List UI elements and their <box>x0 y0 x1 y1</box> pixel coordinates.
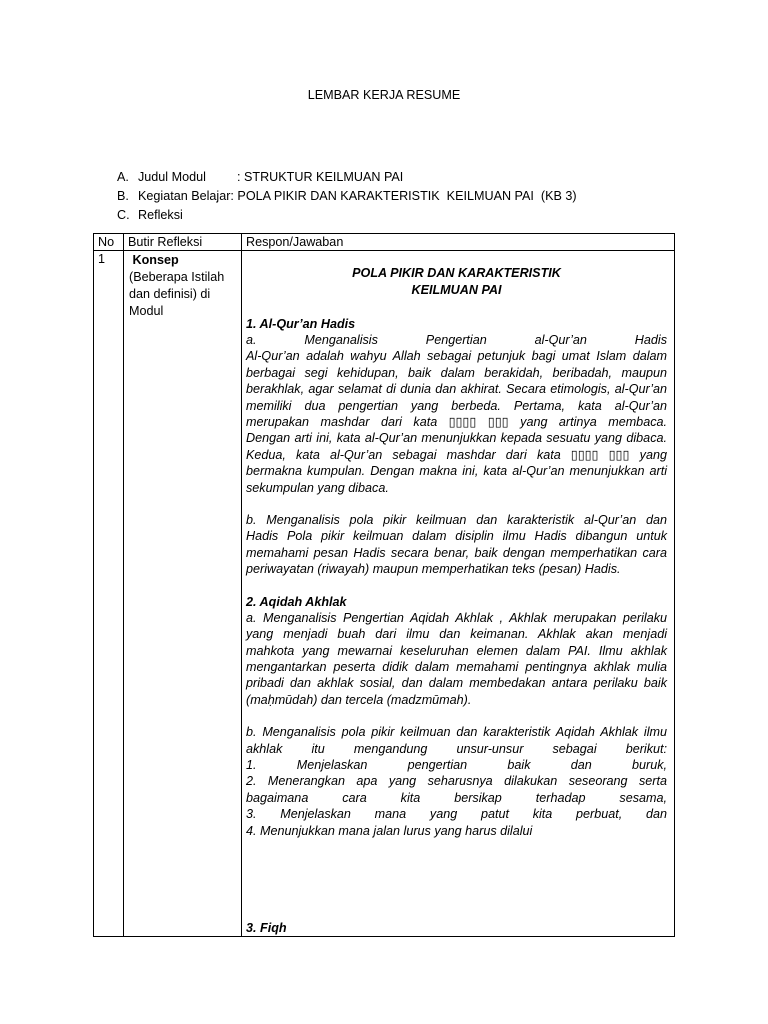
module-title-row <box>117 168 577 187</box>
text-line: mengantarkan peserta didik dalam memahami pentingnya akhlak mulia <box>246 659 667 674</box>
list-marker: C. <box>117 208 130 222</box>
row-number: 1 <box>94 251 124 937</box>
text-line: berbagai segi kehidupan, baik dalam berakidah, beribadah, maupun <box>246 365 667 380</box>
reflection-table <box>93 233 675 937</box>
module-info <box>117 168 577 225</box>
butir-line: dan definisi) di <box>129 287 211 301</box>
text-line: berakhlak, agar selamat di dunia dan akhirat. Secara etimologis, al-Qur’an <box>246 382 667 397</box>
text-line: 4. Menunjukkan mana jalan lurus yang harus dilalui <box>246 823 533 838</box>
table-header-row <box>94 234 675 251</box>
reflection-label: Refleksi <box>138 208 183 222</box>
learning-activity-label: Kegiatan Belajar: <box>138 189 234 203</box>
header-butir-refleksi: Butir Refleksi <box>124 234 242 251</box>
page-title: LEMBAR KERJA RESUME <box>307 88 461 102</box>
list-marker: B. <box>117 189 129 203</box>
text-line: Hadis Pola pikir keilmuan dalam disiplin ilmu Hadis dibangun untuk <box>246 529 667 544</box>
text-line: akhlak itu mengandung unsur-unsur sebagai berikut: <box>246 741 667 756</box>
text-line: b. Menganalisis pola pikir keilmuan dan karakteristik Aqidah Akhlak ilmu <box>246 725 667 740</box>
header-respon-jawaban: Respon/Jawaban <box>242 234 675 251</box>
butir-line: Konsep <box>129 253 179 267</box>
paragraph-aqidah-definition <box>246 610 667 708</box>
list-marker: A. <box>117 170 129 184</box>
butir-line: Modul <box>129 304 164 318</box>
text-line: (maḥmūdah) dan tercela (madzmūmah). <box>246 692 472 707</box>
text-line: Kedua, kata al-Qur’an sebagai mashdar dari kata ▯▯▯▯ ▯▯▯ yang <box>246 447 667 462</box>
text-line: bermakna kumpulan. Dengan makna ini, kata al-Qur’an menunjukkan arti <box>246 464 667 479</box>
module-title-value: : STRUKTUR KEILMUAN PAI <box>237 170 404 184</box>
butir-cell <box>124 251 242 937</box>
text-line: 2. Menerangkan apa yang seharusnya dilakukan seseorang serta <box>246 774 667 789</box>
text-line: 3. Menjelaskan mana yang patut kita perbuat, dan <box>246 807 667 822</box>
learning-activity-row <box>117 187 577 206</box>
text-line: a. Menganalisis Pengertian al-Qur’an Hadis <box>246 333 667 347</box>
text-line: sekumpulan yang dibaca. <box>246 480 389 495</box>
heading-aqidah-akhlak: 2. Aqidah Akhlak <box>246 594 347 609</box>
section-title-line: POLA PIKIR DAN KARAKTERISTIK <box>352 266 561 280</box>
text-line: 1. Menjelaskan pengertian baik dan buruk, <box>246 757 667 772</box>
learning-activity-value: POLA PIKIR DAN KARAKTERISTIK KEILMUAN PAI (KB 3) <box>233 189 577 203</box>
paragraph-al-quran-definition <box>246 332 667 496</box>
text-line: yang menjadi buah dari ilmu dan keimanan. Akhlak akan menjadi <box>246 627 667 642</box>
text-line: mahkota yang mewarnai keseluruhan elemen dalam PAI. Ilmu akhlak <box>246 643 667 658</box>
paragraph-al-quran-pola-pikir <box>246 512 667 578</box>
module-title-label: Judul Modul <box>138 170 206 184</box>
response-cell <box>242 251 675 937</box>
heading-al-quran-hadis: 1. Al-Qur’an Hadis <box>246 317 356 331</box>
text-line: bagaimana cara kita bersikap terhadap sesama, <box>246 790 667 805</box>
text-line: merupakan mashdar dari kata ▯▯▯▯ ▯▯▯ yang artinya membaca. <box>246 415 667 430</box>
text-line: a. Menganalisis Pengertian Aqidah Akhlak , Akhlak merupakan perilaku <box>246 610 667 625</box>
section-title <box>246 265 667 299</box>
section-title-line: KEILMUAN PAI <box>411 283 502 297</box>
text-line: memahami pesan Hadis secara benar, baik dengan memperhatikan cara <box>246 545 667 560</box>
table-row <box>94 251 675 937</box>
reflection-row <box>117 206 577 225</box>
text-line: pribadi dan akhlak sosial, dan dalam membedakan antara perilaku baik <box>246 676 667 691</box>
text-line: memiliki dua pengertian yang berbeda. Pertama, kata al-Qur’an <box>246 398 667 413</box>
header-no: No <box>94 234 124 251</box>
text-line: Al-Qur’an adalah wahyu Allah sebagai petunjuk bagi umat Islam dalam <box>246 349 667 364</box>
text-line: Dengan arti ini, kata al-Qur’an menunjukkan kepada sesuatu yang dibaca. <box>246 431 667 446</box>
text-line: b. Menganalisis pola pikir keilmuan dan karakteristik al-Qur’an dan <box>246 513 667 528</box>
heading-fiqh: 3. Fiqh <box>246 921 287 935</box>
paragraph-aqidah-pola-pikir <box>246 724 667 839</box>
text-line: periwayatan (riwayah) maupun memperhatikan teks (pesan) Hadis. <box>246 562 621 577</box>
butir-line: (Beberapa Istilah <box>129 270 225 284</box>
